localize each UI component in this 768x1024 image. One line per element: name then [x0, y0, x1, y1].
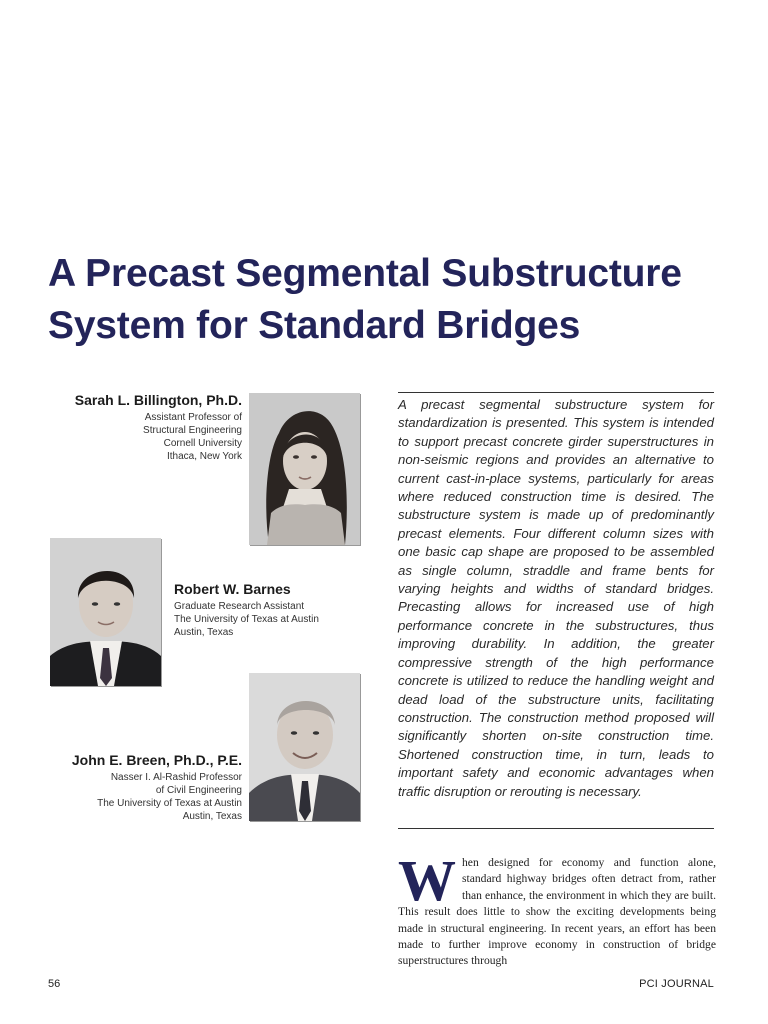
- article-title-line-1: A Precast Segmental Substructure: [48, 252, 682, 295]
- portrait-barnes-image: [50, 538, 161, 686]
- author-affiliation-line: Cornell University: [163, 438, 242, 449]
- author-affiliation-line: Ithaca, New York: [166, 451, 242, 462]
- author-name: Sarah L. Billington, Ph.D.: [74, 392, 242, 408]
- author-name: John E. Breen, Ph.D., P.E.: [71, 752, 242, 768]
- author-barnes: [174, 580, 374, 639]
- page-number: 56: [48, 978, 61, 990]
- body-paragraph-text: hen designed for economy and function alone, standard highway bridges often detract from, rather than enhance, the environment in which they are built. This result does little to show the exciting developments being made in structural engineering. In recent years, an effort has been made to further improve economy in construction of bridge superstructures through: [398, 856, 716, 968]
- author-photo-billington: [249, 393, 360, 545]
- author-affiliation-line: Nasser I. Al-Rashid Professor: [110, 772, 242, 783]
- journal-name: PCI JOURNAL: [639, 978, 714, 990]
- article-title-line-2: System for Standard Bridges: [48, 304, 581, 347]
- author-affiliation-line: Austin, Texas: [182, 811, 242, 822]
- author-billington: [40, 391, 242, 463]
- author-breen: [40, 751, 242, 823]
- drop-cap: W: [398, 848, 456, 913]
- article-title: [48, 248, 738, 352]
- abstract-top-rule: [398, 392, 714, 393]
- author-affiliation-line: Graduate Research Assistant: [174, 601, 305, 612]
- author-name: Robert W. Barnes: [174, 581, 291, 597]
- author-affiliation-line: Austin, Texas: [174, 627, 234, 638]
- portrait-breen-image: [249, 673, 360, 821]
- author-photo-barnes: [50, 538, 161, 686]
- portrait-billington-image: [249, 393, 360, 545]
- author-affiliation-line: The University of Texas at Austin: [97, 798, 242, 809]
- author-affiliation-line: Structural Engineering: [143, 425, 242, 436]
- abstract-bottom-rule: [398, 828, 714, 829]
- author-photo-breen: [249, 673, 360, 821]
- abstract-text: A precast segmental substructure system for standardization is presented. This system is intended to support precast concrete girder superstructures in non-seismic regions and provides an alternative to current cast-in-place systems, particularly for areas where reduced construction time is desired. The substructure system is made up of predominantly precast elements. Four different column sizes with one basic cap shape are proposed to be assembled as single column, straddle and frame bents for varying heights and widths of standard bridges. Precasting allows for increased use of high performance concrete in the substructures, thus improving durability. In addition, the greater compressive strength of the high performance concrete is utilized to reduce the handling weight and dead load of the substructure units, facilitating construction. The construction method proposed will significantly shorten on-site construction time. Shortened construction time, in turn, leads to important safety and economic advantages when traffic disruption or rerouting is necessary.: [398, 397, 714, 799]
- author-affiliation-line: Assistant Professor of: [144, 412, 242, 423]
- body-paragraph: [398, 848, 716, 970]
- author-affiliation-line: The University of Texas at Austin: [174, 614, 319, 625]
- author-affiliation-line: of Civil Engineering: [155, 785, 242, 796]
